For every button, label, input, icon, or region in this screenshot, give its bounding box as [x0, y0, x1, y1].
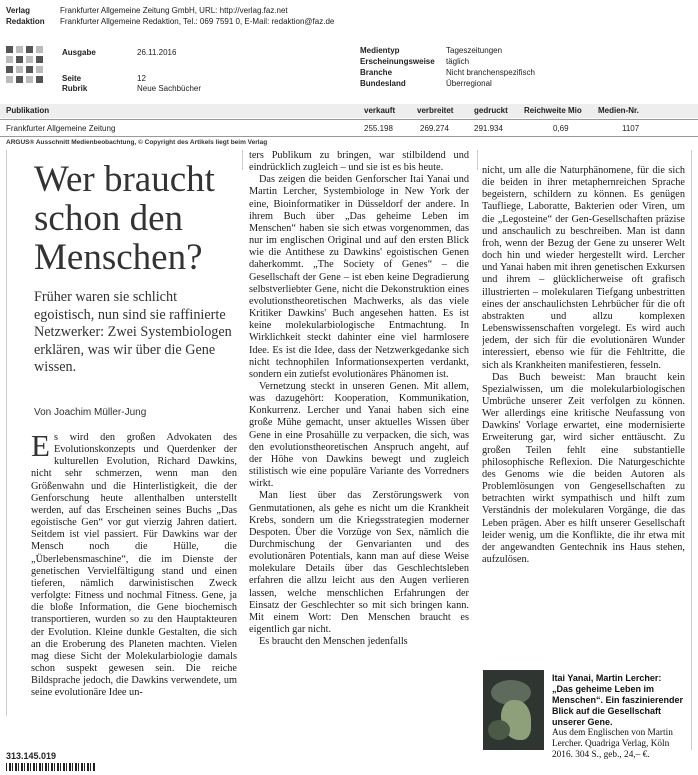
seite-label: Seite [62, 74, 82, 83]
col2-paragraph-3: Vernetzung steckt in unseren Genen. Mit allem, was dazugehört: Kooperation, Kommunikation, Konkurrenz. Lercher und Yanai haben sich eine große Mühe gemacht, unser aktuelles Wissen über Gene in eine Prosahülle zu verpacken, die sich, was den evolutionstheoretischen Anspruch angeht, auf der Höhe von Dawkins bewegt und zugleich stilistisch wie eine populäre Variante des Vorredners wirkt. [249, 380, 469, 490]
medientyp-label: Medientyp [360, 46, 400, 55]
redaktion-label: Redaktion [6, 17, 45, 26]
table-cell-mediennr: 1107 [622, 124, 640, 133]
col2-paragraph-1: ters Publikum zu bringen, war stilbildend und eindrücklich zugleich – und sie ist es bis heute. [249, 150, 469, 174]
seite-value: 12 [137, 74, 146, 83]
table-cell-verbreitet: 269.274 [420, 124, 449, 133]
table-header-mediennr: Medien-Nr. [598, 106, 639, 115]
medientyp-value: Tageszeitungen [446, 46, 503, 55]
drop-cap: E [31, 432, 50, 463]
book-title: „Das geheime Leben im Menschen“. Ein faszinierender Blick auf die Gesellschaft unserer Gene. [552, 684, 684, 727]
article-column-2 [249, 150, 469, 772]
column-1-text: s wird den großen Advokaten des Evolutionskonzepts und Querdenker der kulturellen Evolution, Richard Dawkins, nicht sehr schmerzen, wenn man den Größenwahn und die Hinterlistigkeit, die der Genforschung heute allenthalben unterstellt werden, auf das Erscheinen seines Buchs „Das egoistische Gen“ vor gut vierzig Jahren datiert. Seitdem ist viel passiert. Für Dawkins war der Mensch noch die Hülle, die „Überlebensmaschine“, die im Dienste der genetischen Vervielfältigung stand und einen tieferen, nämlich darwinistischen Zweck verfolgte: Fitness und nochmal Fitness. Gene, ja die bloße Information, die Gene biochemisch transportieren, wurden so zu den Hauptakteuren der Evolution. Kleine dunkle Gestalten, die sich an die Eroberung des Planeten machten. Vielen mag diese Sicht der Molekularbiologie damals schon suspekt gewesen sein. Die reiche Bildsprache jedoch, die Dawkins verwendete, um seine evolutionäre Idee un- [31, 432, 237, 699]
table-header-publikation: Publikation [6, 106, 50, 115]
column-divider [242, 150, 243, 170]
erscheinung-label: Erscheinungsweise [360, 57, 435, 66]
col2-paragraph-2: Das zeigen die beiden Genforscher Itai Yanai und Martin Lercher, Systembiologe in New York der eine, Bioinformatiker in Düsseldorf der andere. In ihrem Buch über „Das geheime Leben im Menschen“ haben sie sich etwas vorgenommen, das nur im englischen Original und auf den ersten Blick wie die Antithese zu Dawkins' egoistischen Genen daherkommt. „The Society of Genes“ – die Gesellschaft der Gene – ist eben keine Degradierung selbstverliebter Gene, nicht die Dekonstruktion eines evolutionstheoretischen Machwerks, als das viele Kritiker Dawkins' Buch angesehen hatten. Es ist keine molekularbiologische Entmachtung. In Wirklichkeit steckt dahinter eine viel harmlosere Idee. Es ist die Idee, dass der Netzwerkgedanke sich nicht technophilen Informationsexperten verdankt, sondern ein zutiefst evolutionäres Phänomen ist. [249, 174, 469, 380]
column-divider [477, 150, 478, 170]
clipping-right-edge [691, 150, 692, 750]
branche-value: Nicht branchenspezifisch [446, 68, 535, 77]
verlag-value: Frankfurter Allgemeine Zeitung GmbH, URL: http://verlag.faz.net [60, 6, 288, 15]
bundesland-label: Bundesland [360, 79, 406, 88]
rubrik-label: Rubrik [62, 84, 88, 93]
table-cell-verkauft: 255.198 [364, 124, 393, 133]
col2-paragraph-5: Es braucht den Menschen jedenfalls [259, 636, 408, 648]
article-subtitle: Früher waren sie schlicht egoistisch, nun sind sie raffinierte Netzwerker: Zwei Systembiologen erklären, was wir über die Gene wissen. [34, 289, 232, 376]
article-column-1 [31, 432, 237, 720]
ausgabe-value: 26.11.2016 [137, 48, 177, 57]
publication-table-header [0, 104, 698, 118]
col3-paragraph-2: Das Buch beweist: Man braucht kein Spezialwissen, um die molekularbiologischen Umbrüche unserer Zeit verfolgen zu können. Wer allerdings eine kritische Neufassung von Dawkins' Vorlage erwartet, eine modernisierte Erweiterung gar, wird sicher enttäuscht. Zu großen Teilen fehlt eine substantielle philosophische Reflexion. Die Naturgeschichte des Genoms wie die beiden Autoren als Problemlösungen von Gengesellschaften zu betrachten wirkt sympathisch und hilft zum Verständnis der molekularen Vorgänge, die das Leben prägen. Aber es hilft unserer Gesellschaft leider wenig, um die Konflikte, die ihr etwa mit der angewandten Gentechnik ins Haus stehen, aufzulösen. [482, 371, 685, 565]
branche-label: Branche [360, 68, 393, 77]
table-cell-publikation: Frankfurter Allgemeine Zeitung [6, 124, 116, 133]
article-title: Wer braucht schon den Menschen? [34, 159, 215, 278]
verlag-label: Verlag [6, 6, 31, 15]
book-author-line: Itai Yanai, Martin Lercher: [552, 673, 662, 683]
book-cover-image [483, 670, 544, 750]
clipping-left-edge [6, 150, 7, 716]
table-header-gedruckt: gedruckt [474, 106, 508, 115]
article-author: Von Joachim Müller-Jung [34, 407, 147, 418]
table-cell-gedruckt: 291.934 [474, 124, 503, 133]
book-info [552, 673, 688, 761]
erscheinung-value: täglich [446, 57, 470, 66]
barcode-icon [6, 763, 96, 771]
table-header-verbreitet: verbreitet [417, 106, 454, 115]
bundesland-value: Überregional [446, 79, 492, 88]
table-header-reichweite: Reichweite Mio [524, 106, 582, 115]
footer-id: 313.145.019 [6, 751, 57, 761]
redaktion-value: Frankfurter Allgemeine Redaktion, Tel.: 069 7591 0, E-Mail: redaktion@faz.de [60, 17, 335, 26]
copyright-notice: ARGUS® Ausschnitt Medienbeobachtung, © Copyright des Artikels liegt beim Verlag [6, 139, 268, 146]
col3-paragraph-1: nicht, um alle die Naturphänomene, für die sich die beiden in ihrer metaphernreichen Sprache begeistern, schildern zu können. Es genügen Taufliege, Laboratte, Bakterien oder Viren, um die „Legosteine“ der Gen-Gesellschaften präzise und anschaulich zu beschreiben. Man ist dann froh, wenn der Bezug der Gene zu unserer Welt doch hin und wieder hergestellt wird. Lercher und Yanai haben mit ihren genetischen Exkursen und ihrem – glücklicherweise oft grafisch illustrierten – molekularen Tiefgang unbestritten eines der anschaulichsten Lehrbücher für die oft abstrakten und allzu komplexen Lebenswissenschaften vorgelegt. Es wird auch jedem, der sich für die evolutionären Wunder interessiert, ebenso wie für die Fehltritte, die sich als Krankheiten manifestieren, fesseln. [482, 165, 685, 371]
book-details: Aus dem Englischen von Martin Lercher. Quadriga Verlag, Köln 2016. 304 S., geb., 24,– €. [552, 728, 673, 760]
argus-logo-icon [6, 46, 46, 96]
col2-paragraph-4: Man liest über das Zerstörungswerk von Genmutationen, als gehe es nicht um die Krankheit Krebs, sondern um die Kriegsstrategien moderner Despoten. Über die Vorzüge von Sex, nämlich die Durchmischung der Genvarianten und des evolutionären Potentials, kann man auf diese Weise molekulare Details über das Geschlechtsleben erfahren die allzu leicht aus den Augen verlieren lassen, welche menschlichen Erfahrungen der Einsatz der Geschlechter so mit sich bringen kann. Mit einem Wort: Den Menschen braucht es eigentlich gar nicht. [249, 490, 469, 636]
table-header-verkauft: verkauft [364, 106, 396, 115]
ausgabe-label: Ausgabe [62, 48, 96, 57]
article-column-3 [482, 165, 685, 668]
table-cell-reichweite: 0,69 [553, 124, 569, 133]
rubrik-value: Neue Sachbücher [137, 84, 202, 93]
